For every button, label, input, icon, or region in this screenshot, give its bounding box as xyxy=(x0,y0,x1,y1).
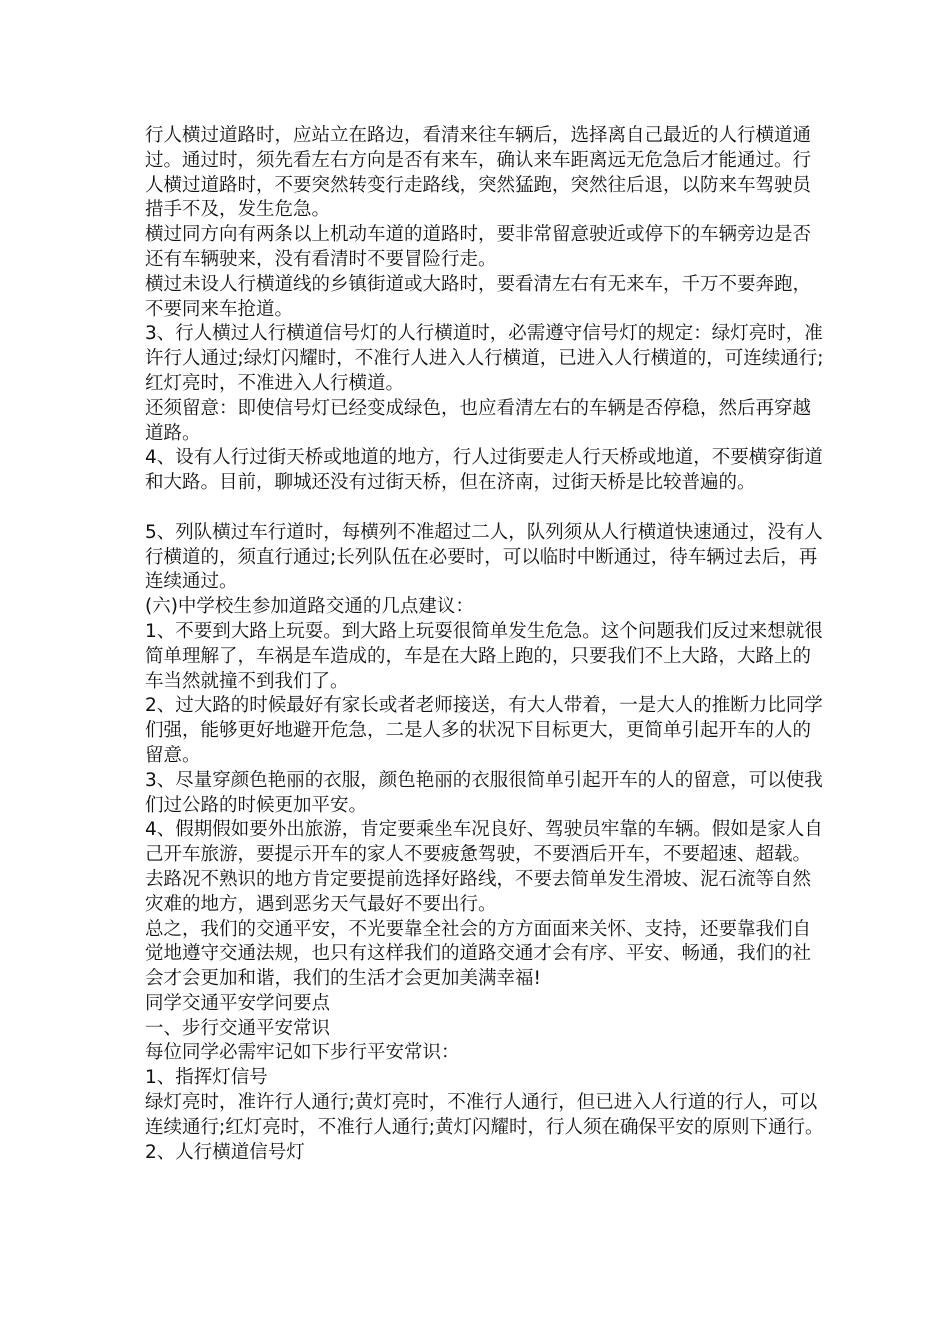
paragraph-multi-lane-crossing: 横过同方向有两条以上机动车道的道路时，要非常留意驶近或停下的车辆旁边是否还有车辆驶来，没有看清时不要冒险行走。 xyxy=(145,224,812,270)
heading-crosswalk-signal: 2、人行横道信号灯 xyxy=(145,1141,305,1163)
paragraph-signal-rules: 绿灯亮时，准许行人通行;黄灯亮时，不准行人通行，但已进入人行道的行人，可以连续通行;红灯亮时，不准行人通行;黄灯闪耀时，行人须在确保平安的原则下通行。 xyxy=(145,1092,824,1138)
document-body xyxy=(145,124,825,1165)
paragraph-queue-crossing: 5、列队横过车行道时，每横列不准超过二人，队列须从人行横道快速通过，没有人行横道的，须直行通过;长列队伍在必要时，可以临时中断通过，待车辆过去后，再连续通过。 xyxy=(145,521,823,593)
paragraph-signal-crosswalk: 3、行人横过人行横道信号灯的人行横道时，必需遵守信号灯的规定：绿灯亮时，准许行人通过;绿灯闪耀时，不准行人进入人行横道，已进入人行横道的，可连续通行;红灯亮时，不准进入人行横道。 xyxy=(145,323,824,394)
heading-knowledge-points: 同学交通平安学问要点 xyxy=(145,992,331,1014)
heading-walking-safety: 一、步行交通平安常识 xyxy=(145,1017,331,1039)
blank-line xyxy=(145,496,825,521)
heading-signal-lights: 1、指挥灯信号 xyxy=(145,1067,268,1089)
paragraph-no-crosswalk: 横过未设人行横道线的乡镇街道或大路时，要看清左右有无来车，千万不要奔跑，不要同来车抢道。 xyxy=(145,273,812,320)
paragraph-overpass: 4、设有人行过街天桥或地道的地方，行人过街要走人行天桥或地道，不要横穿街道和大路。目前，聊城还没有过街天桥，但在济南，过街天桥是比较普遍的。 xyxy=(145,447,823,494)
section-heading-suggestions: (六)中学校生参加道路交通的几点建议： xyxy=(145,596,474,618)
paragraph-suggestion-3: 3、尽量穿颜色艳丽的衣服，颜色艳丽的衣服很简单引起开车的人的留意，可以使我们过公路的时候更加平安。 xyxy=(145,769,823,816)
paragraph-suggestion-4: 4、假期假如要外出旅游，肯定要乘坐车况良好、驾驶员牢靠的车辆。假如是家人自己开车旅游，要提示开车的家人不要疲惫驾驶，不要酒后开车，不要超速、超载。去路况不熟识的地方肯定要提前选择好路线，不要去简单发生滑坡、泥石流等自然灾难的地方，遇到恶劣天气最好不要出行。 xyxy=(145,819,823,915)
paragraph-pedestrian-crossing: 行人横过道路时，应站立在路边，看清来往车辆后，选择离自己最近的人行横道通过。通过时，须先看左右方向是否有来车，确认来车距离远无危急后才能通过。行人横过道路时，不要突然转变行走路线，突然猛跑，突然往后退，以防来车驾驶员措手不及，发生危急。 xyxy=(145,125,812,221)
paragraph-walking-intro: 每位同学必需牢记如下步行平安常识： xyxy=(145,1042,460,1064)
paragraph-suggestion-2: 2、过大路的时候最好有家长或者老师接送，有大人带着，一是大人的推断力比同学们强，能够更好地避开危急，二是人多的状况下目标更大，更简单引起开车的人的留意。 xyxy=(145,695,823,766)
paragraph-suggestion-1: 1、不要到大路上玩耍。到大路上玩耍很简单发生危急。这个问题我们反过来想就很简单理解了，车祸是车造成的，车是在大路上跑的，只要我们不上大路，大路上的车当然就撞不到我们了。 xyxy=(145,620,823,692)
paragraph-green-light-caution: 还须留意：即使信号灯已经变成绿色，也应看清左右的车辆是否停稳，然后再穿越道路。 xyxy=(145,397,812,444)
paragraph-conclusion: 总之，我们的交通平安，不光要靠全社会的方方面面来关怀、支持，还要靠我们自觉地遵守交通法规，也只有这样我们的道路交通才会有序、平安、畅通，我们的社会才会更加和谐，我们的生活才会更加美满幸福! xyxy=(145,918,812,990)
